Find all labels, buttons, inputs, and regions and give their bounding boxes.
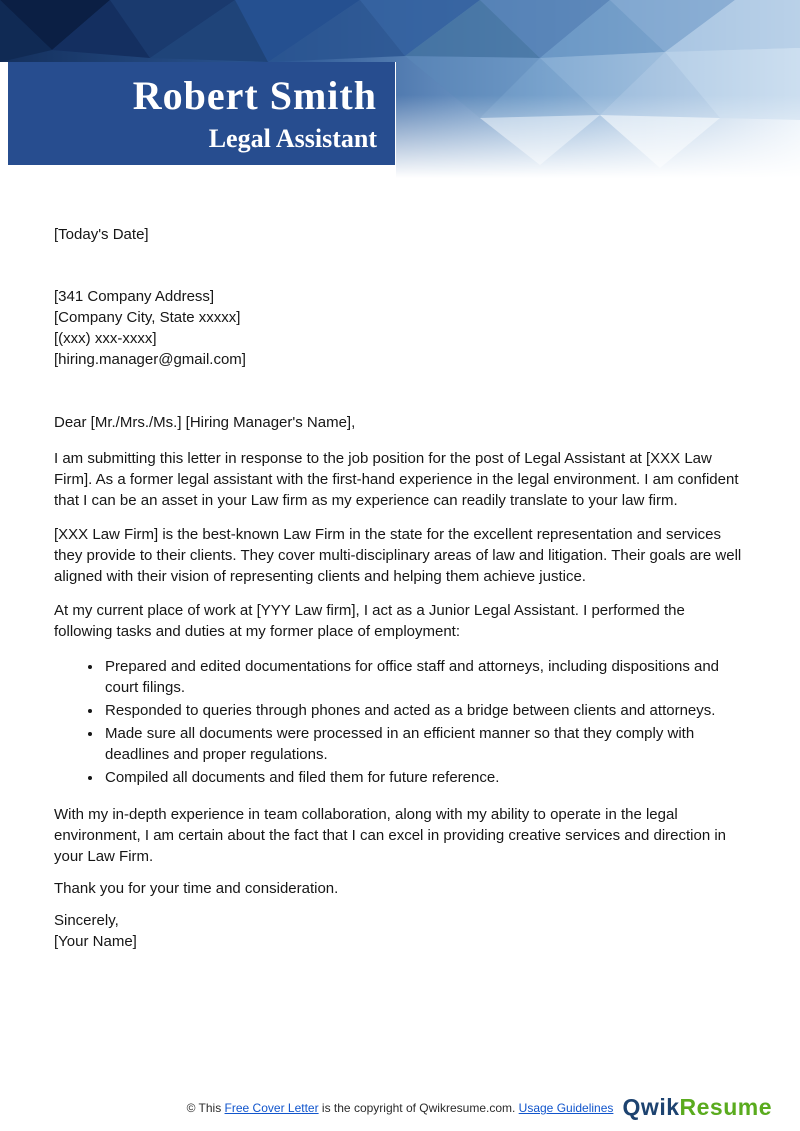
paragraph-current-role: At my current place of work at [YYY Law firm], I act as a Junior Legal Assistant. I performed the following tasks and duties at my former place of employment: <box>54 602 685 640</box>
date-line: [Today's Date] <box>54 226 149 243</box>
header-banner <box>0 0 800 178</box>
person-name: Robert Smith <box>132 73 377 118</box>
list-item: • Responded to queries through phones and acted as a bridge between clients and attorneys. <box>103 700 744 721</box>
duties-list <box>54 656 744 788</box>
address-line-city: [Company City, State xxxxx] <box>54 309 241 326</box>
page-footer <box>0 1087 800 1131</box>
name-box <box>8 62 395 165</box>
address-line-email: [hiring.manager@gmail.com] <box>54 351 246 368</box>
person-title: Legal Assistant <box>208 124 377 153</box>
list-item: • Made sure all documents were processed in an efficient manner so that they comply with deadlines and proper regulations. <box>103 723 744 765</box>
qwikresume-logo <box>623 1094 772 1121</box>
signature-block <box>54 910 744 952</box>
salutation: Dear [Mr./Mrs./Ms.] [Hiring Manager's Name], <box>54 414 356 431</box>
logo-resume-text: Resume <box>679 1094 772 1120</box>
usage-guidelines-link[interactable]: Usage Guidelines <box>518 1101 614 1115</box>
copyright-middle: is the copyright of Qwikresume.com. <box>318 1101 519 1115</box>
paragraph-firm-praise: [XXX Law Firm] is the best-known Law Firm in the state for the excellent representation and services they provide to their clients. They cover multi-disciplinary areas of law and litigation. Their goals are well aligned with their vision of representing clients and helping them achieve justice. <box>54 526 742 585</box>
list-item: • Compiled all documents and filed them for future reference. <box>103 767 744 788</box>
thanks-line: Thank you for your time and consideration. <box>54 880 339 897</box>
recipient-address-block <box>54 286 744 370</box>
signoff-line: Sincerely, <box>54 912 119 929</box>
signature-name: [Your Name] <box>54 933 137 950</box>
paragraph-closing: With my in-depth experience in team collaboration, along with my ability to operate in the legal environment, I am certain about the fact that I can excel in providing creative services and direction in your Law Firm. <box>54 806 727 865</box>
address-line-phone: [(xxx) xxx-xxxx] <box>54 330 157 347</box>
copyright-prefix: © This <box>186 1101 225 1115</box>
letter-body <box>0 178 800 952</box>
paragraph-intro: I am submitting this letter in response to the job position for the post of Legal Assistant at [XXX Law Firm]. As a former legal assistant with the first-hand experience in the legal environment. I am confident that I can be an asset in your Law firm as my experience can readily translate to your law firm. <box>54 450 739 509</box>
free-cover-letter-link[interactable]: Free Cover Letter <box>224 1101 319 1115</box>
logo-qwik-text: Qwik <box>622 1094 680 1120</box>
list-item: • Prepared and edited documentations for office staff and attorneys, including dispositions and court filings. <box>103 656 744 698</box>
address-line-street: [341 Company Address] <box>54 288 215 305</box>
